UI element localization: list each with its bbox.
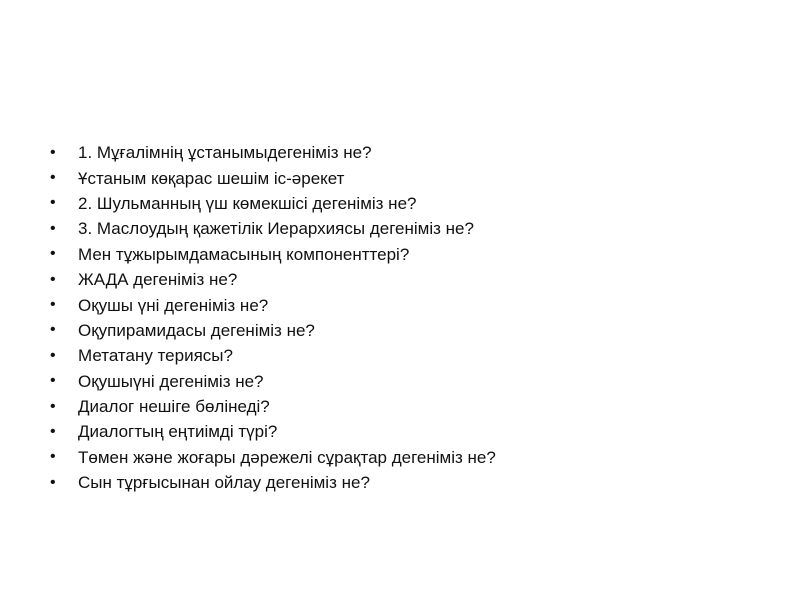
list-item-text: Диалог нешіге бөлінеді? — [78, 397, 270, 417]
list-item-text: Оқупирамидасы дегеніміз не? — [78, 320, 315, 340]
list-item — [50, 292, 770, 317]
bullet-icon: • — [50, 143, 56, 161]
list-item-text: 2. Шульманның үш көмекшісі дегеніміз не? — [78, 193, 417, 213]
list-item-text: Оқушы үні дегеніміз не? — [78, 295, 269, 315]
list-item — [50, 445, 770, 470]
list-item-text: Ұстаным көқарас шешім іс-әрекет — [78, 168, 345, 188]
list-item — [50, 394, 770, 419]
list-item — [50, 419, 770, 444]
list-item — [50, 140, 770, 165]
bullet-icon: • — [50, 245, 56, 263]
list-item-text: Мен тұжырымдамасының компоненттері? — [78, 244, 410, 264]
bullet-icon: • — [50, 397, 56, 415]
list-item — [50, 318, 770, 343]
bullet-icon: • — [50, 372, 56, 390]
list-item — [50, 369, 770, 394]
list-item — [50, 343, 770, 368]
bullet-icon: • — [50, 448, 56, 466]
bullet-icon: • — [50, 296, 56, 314]
list-item-text: 3. Маслоудың қажетілік Иерархиясы дегеніміз не? — [78, 219, 474, 239]
bullet-icon: • — [50, 422, 56, 440]
bullet-icon: • — [50, 194, 56, 212]
list-item — [50, 191, 770, 216]
list-item — [50, 165, 770, 190]
list-item — [50, 242, 770, 267]
question-list — [50, 140, 770, 495]
bullet-icon: • — [50, 321, 56, 339]
list-item-text: ЖАДА дегеніміз не? — [78, 270, 238, 290]
bullet-icon: • — [50, 473, 56, 491]
list-item-text: Диалогтың еңтиімді түрі? — [78, 422, 278, 442]
list-item-text: Метатану териясы? — [78, 346, 233, 366]
bullet-icon: • — [50, 169, 56, 187]
list-item — [50, 470, 770, 495]
list-item — [50, 267, 770, 292]
bullet-icon: • — [50, 270, 56, 288]
list-item-text: Сын тұрғысынан ойлау дегеніміз не? — [78, 473, 370, 493]
bullet-icon: • — [50, 219, 56, 237]
list-item-text: Оқушыүні дегеніміз не? — [78, 371, 264, 391]
list-item — [50, 216, 770, 241]
bullet-icon: • — [50, 346, 56, 364]
list-item-text: 1. Мұғалімнің ұстанымыдегеніміз не? — [78, 143, 372, 163]
list-item-text: Төмен және жоғары дәрежелі сұрақтар дегеніміз не? — [78, 447, 496, 467]
